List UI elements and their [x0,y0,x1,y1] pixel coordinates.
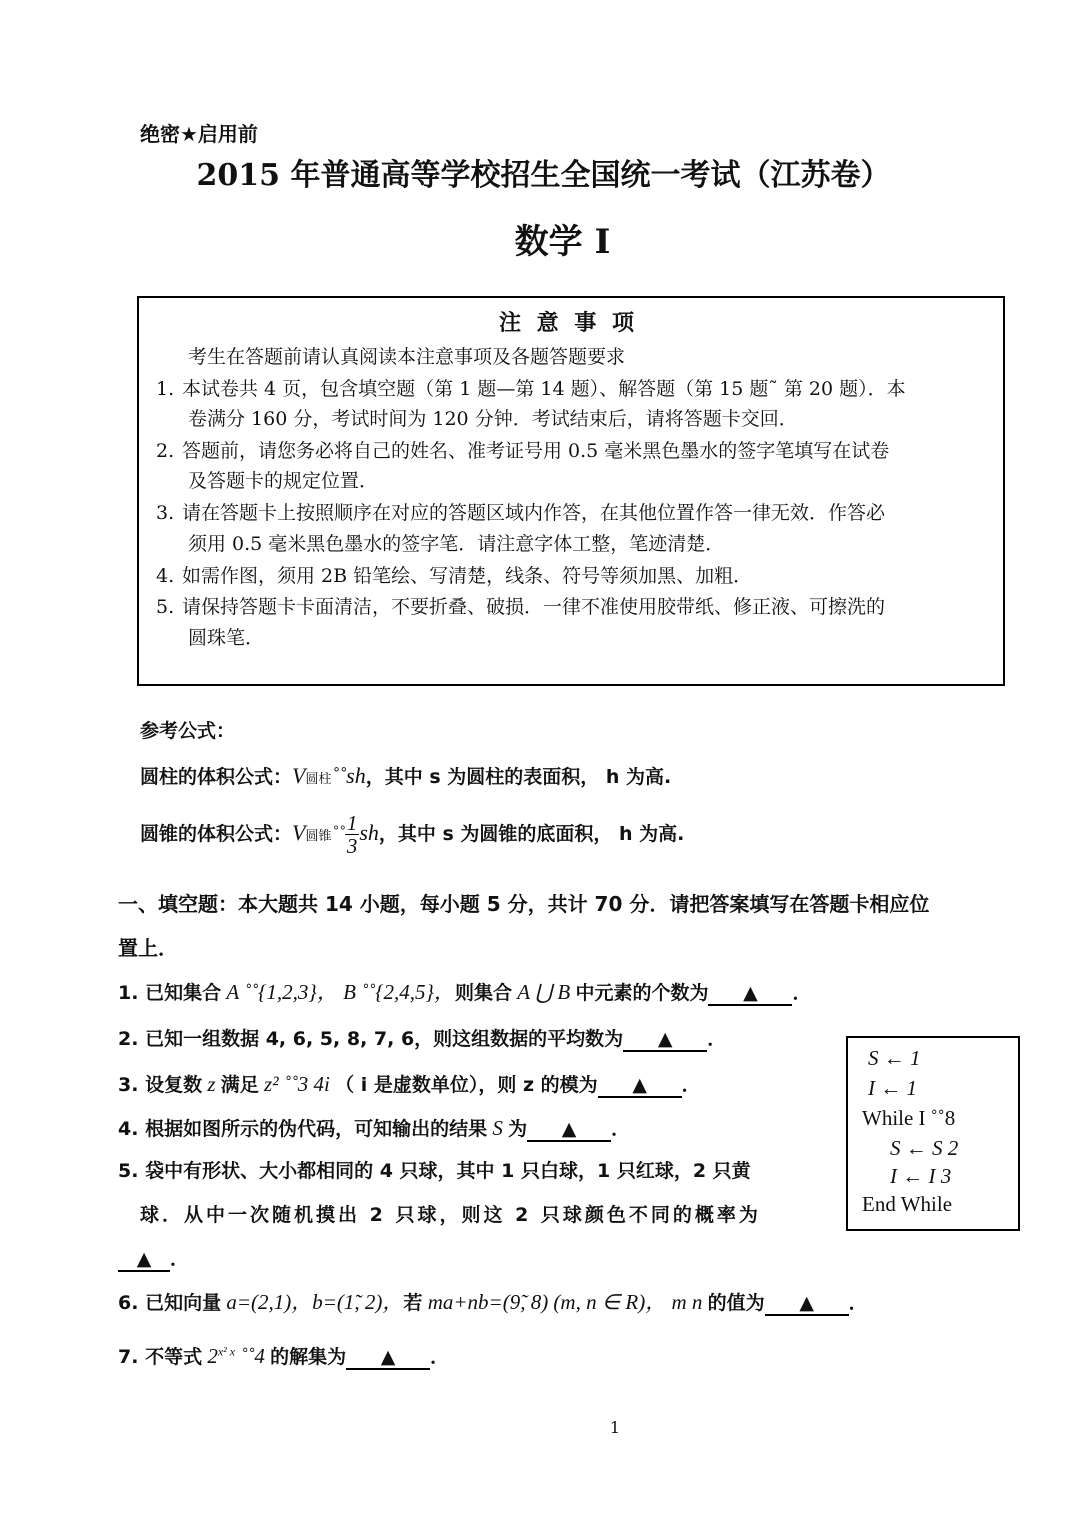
question-text: 若 [403,1292,423,1314]
question-math: z² ˚˚3 4i [258,1072,336,1096]
formula-v: V [292,820,306,845]
question-math: S [487,1116,509,1140]
answer-blank: ▲ [346,1346,430,1370]
question-4 [118,1114,630,1142]
question-text: 设复数 [145,1074,203,1096]
question-text: 的解集为 [270,1346,347,1368]
question-end: ． [611,1118,631,1140]
formula-subscript: 圆柱 [305,772,332,787]
question-5-answer [118,1244,189,1272]
notice-item-number: 1. [156,378,175,400]
fraction-numerator: 1 [346,811,358,835]
answer-blank: ▲ [765,1292,849,1316]
question-math: 2 [202,1344,218,1368]
exam-title: 2015 年普通高等学校招生全国统一考试（江苏卷） [196,158,891,193]
notice-item-5 [156,592,885,619]
question-end: ． [170,1248,190,1270]
formula-eq: ˚˚sh [331,763,366,788]
code-line: S ← S 2 [890,1136,959,1160]
question-number: 2. [118,1028,139,1050]
question-number: 7. [118,1346,139,1368]
question-number: 3. [118,1074,139,1096]
question-text: 为 [508,1118,528,1140]
question-text: 不等式 [145,1346,203,1368]
notice-item-line: 请在答题卡上按照顺序在对应的答题区域内作答，在其他位置作答一律无效．作答必 [182,502,886,524]
question-1 [118,976,812,1006]
question-math: z [202,1072,221,1096]
question-number: 6. [118,1292,139,1314]
question-text: 已知集合 [145,982,222,1004]
formula-prefix: 圆柱的体积公式： [140,766,293,788]
answer-blank: ▲ [708,982,792,1006]
notice-item-3 [156,498,885,525]
code-line: I ← I 3 [890,1164,952,1188]
question-6 [118,1286,868,1316]
formula-prefix: 圆锥的体积公式： [140,823,293,845]
question-5 [118,1156,751,1183]
question-number: 1. [118,982,139,1004]
cone-formula [140,812,684,857]
question-text: 满足 [220,1074,259,1096]
formula-v: V [292,763,306,788]
notice-item-5-cont: 圆珠笔． [188,627,265,649]
answer-blank: ▲ [118,1248,170,1272]
code-line: End While [862,1192,953,1216]
question-text: 的值为 [707,1292,765,1314]
subject-title: 数学 I [514,222,611,262]
question-5-cont: 球．从中一次随机摸出 2 只球，则这 2 只球颜色不同的概率为 [140,1204,761,1226]
notice-item-1-cont: 卷满分 160 分，考试时间为 120 分钟．考试结束后，请将答题卡交回． [188,408,798,430]
question-math: ma+nb=(9̃, 8) (m, n ∈ R)， m n [422,1290,708,1314]
formula-subscript: 圆锥 [305,829,332,844]
notice-item-line: 如需作图，须用 2B 铅笔绘、写清楚，线条、符号等须加黑、加粗． [182,565,753,587]
question-math: a=(2,1)，b=(1̃, 2)， [221,1290,404,1314]
question-end: ． [681,1074,701,1096]
notice-intro: 考生在答题前请认真阅读本注意事项及各题答题要求 [188,346,626,368]
section-heading-cont: 置上． [118,936,178,960]
formula-suffix: ，其中 s 为圆柱的表面积， h 为高. [365,766,672,788]
question-text: 已知一组数据 4, 6, 5, 8, 7, 6，则这组数据的平均数为 [145,1028,624,1050]
question-text: （ i 是虚数单位），则 z 的模为 [335,1074,598,1096]
notice-item-1 [156,374,906,401]
question-3 [118,1070,701,1098]
section-heading: 一、填空题：本大题共 14 小题，每小题 5 分，共计 70 分．请把答案填写在答题卡相应位 [118,892,930,916]
cylinder-formula [140,762,671,789]
notice-item-line: 请保持答题卡卡面清洁，不要折叠、破损．一律不准使用胶带纸、修正液、可擦洗的 [182,596,886,618]
secret-label: 绝密★启用前 [140,122,258,146]
question-2 [118,1024,726,1052]
question-7 [118,1342,449,1370]
notice-item-4 [156,561,752,588]
code-line: While I ˚˚8 [862,1106,956,1130]
formula-tail: sh [359,820,379,845]
answer-blank: ▲ [598,1074,682,1098]
question-text: 中元素的个数为 [575,982,709,1004]
answer-blank: ▲ [623,1028,707,1052]
page-number: 1 [609,1418,621,1437]
question-number: 5. [118,1160,139,1182]
notice-item-2-cont: 及答题卡的规定位置． [188,470,379,492]
notice-item-number: 3. [156,502,175,524]
question-end: ． [792,982,812,1004]
notice-item-number: 5. [156,596,175,618]
code-line: S ← 1 [868,1046,921,1070]
question-math: A ˚˚{1,2,3}， B ˚˚{2,4,5}， [221,980,455,1004]
notice-item-number: 4. [156,565,175,587]
notice-item-line: 答题前，请您务必将自己的姓名、准考证号用 0.5 毫米黑色墨水的签字笔填写在试卷 [182,440,890,462]
code-line: I ← 1 [868,1076,917,1100]
question-end: ． [707,1028,727,1050]
notice-item-line: 本试卷共 4 页，包含填空题（第 1 题—第 14 题）、解答题（第 15 题˜ 第 20 题）．本 [182,378,906,400]
notice-item-2 [156,436,889,463]
notice-title: 注 意 事 项 [499,310,638,336]
question-number: 4. [118,1118,139,1140]
question-text: 已知向量 [145,1292,222,1314]
reference-heading: 参考公式： [140,720,236,742]
question-text: 则集合 [454,982,512,1004]
formula-suffix: ，其中 s 为圆锥的底面积， h 为高. [378,823,685,845]
question-math: ˚˚4 [235,1344,271,1368]
question-superscript: x² x [217,1344,236,1359]
fraction [345,812,360,857]
question-math: A ⋃ B [511,980,576,1004]
question-end: ． [848,1292,868,1314]
notice-item-number: 2. [156,440,175,462]
question-text: 袋中有形状、大小都相同的 4 只球，其中 1 只白球，1 只红球，2 只黄 [145,1160,751,1182]
answer-blank: ▲ [527,1118,611,1142]
pseudocode-box [846,1036,1020,1231]
question-end: ． [430,1346,450,1368]
formula-eq: ˚˚ [331,823,345,845]
question-text: 根据如图所示的伪代码，可知输出的结果 [145,1118,488,1140]
notice-item-3-cont: 须用 0.5 毫米黑色墨水的签字笔．请注意字体工整，笔迹清楚． [188,533,725,555]
fraction-denominator: 3 [346,834,358,858]
